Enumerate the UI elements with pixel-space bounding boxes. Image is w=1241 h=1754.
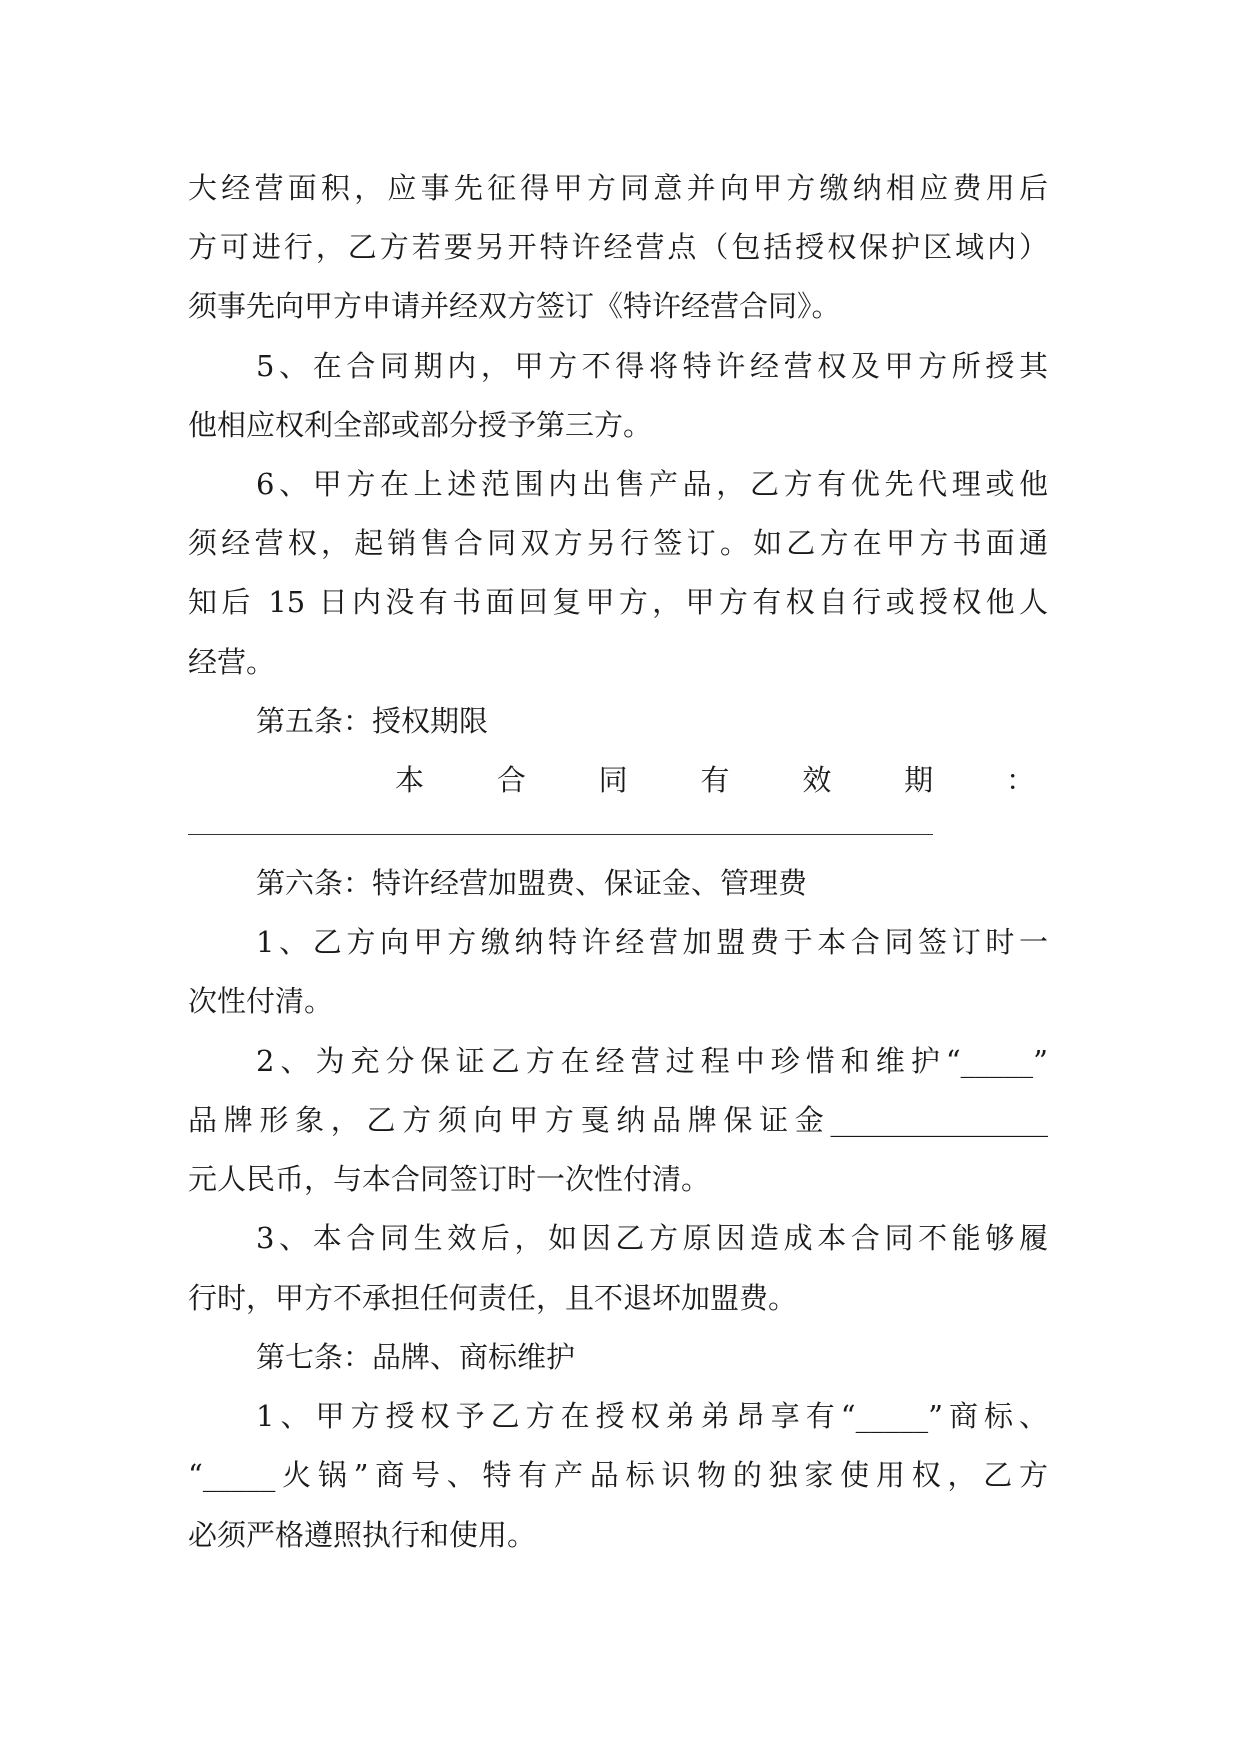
validity-char: 合 <box>496 763 526 797</box>
clause-2-line: 2、为充分保证乙方在经营过程中珍惜和维护“_____” <box>256 1044 1048 1078</box>
text-line: 经营。 <box>188 645 276 679</box>
text-line: 方可进行，乙方若要另开特许经营点（包括授权保护区域内） <box>188 230 1048 264</box>
validity-char: 期 <box>904 763 934 797</box>
article-6-heading: 第六条：特许经营加盟费、保证金、管理费 <box>256 866 808 900</box>
text-line: 知后 15 日内没有书面回复甲方，甲方有权自行或授权他人 <box>188 585 1048 619</box>
text-line: 行时，甲方不承担任何责任，且不退坏加盟费。 <box>188 1281 798 1315</box>
article-5-heading: 第五条：授权期限 <box>256 704 489 738</box>
clause-1-line: 1、乙方向甲方缴纳特许经营加盟费于本合同签订时一 <box>256 925 1048 959</box>
text-line: 须事先向甲方申请并经双方签订《特许经营合同》。 <box>188 289 841 323</box>
text-line: 次性付清。 <box>188 984 334 1018</box>
validity-char: 同 <box>598 763 628 797</box>
clause-6-line: 6、甲方在上述范围内出售产品，乙方有优先代理或他 <box>256 467 1048 501</box>
validity-char: 有 <box>700 763 730 797</box>
text-line: 须经营权，起销售合同双方另行签订。如乙方在甲方书面通 <box>188 526 1048 560</box>
validity-period-line <box>395 760 1035 800</box>
text-line: 大经营面积，应事先征得甲方同意并向甲方缴纳相应费用后 <box>188 171 1048 205</box>
text-line: 必须严格遵照执行和使用。 <box>188 1518 537 1552</box>
validity-char: 效 <box>802 763 832 797</box>
clause-3-line: 3、本合同生效后，如因乙方原因造成本合同不能够履 <box>256 1221 1048 1255</box>
text-line: 元人民币，与本合同签订时一次性付清。 <box>188 1162 711 1196</box>
clause-1-line: 1、甲方授权予乙方在授权弟弟昂享有“_____”商标、 <box>256 1399 1048 1433</box>
validity-char: 本 <box>395 763 425 797</box>
fill-in-blank-line <box>188 834 933 835</box>
clause-5-line: 5、在合同期内，甲方不得将特许经营权及甲方所授其 <box>256 349 1048 383</box>
validity-char: ： <box>1005 763 1035 797</box>
text-line: 品牌形象，乙方须向甲方戛纳品牌保证金_______________ <box>188 1103 1048 1137</box>
text-line: “_____火锅”商号、特有产品标识物的独家使用权，乙方 <box>188 1458 1048 1492</box>
article-7-heading: 第七条：品牌、商标维护 <box>256 1340 576 1374</box>
text-line: 他相应权利全部或部分授予第三方。 <box>188 408 653 442</box>
